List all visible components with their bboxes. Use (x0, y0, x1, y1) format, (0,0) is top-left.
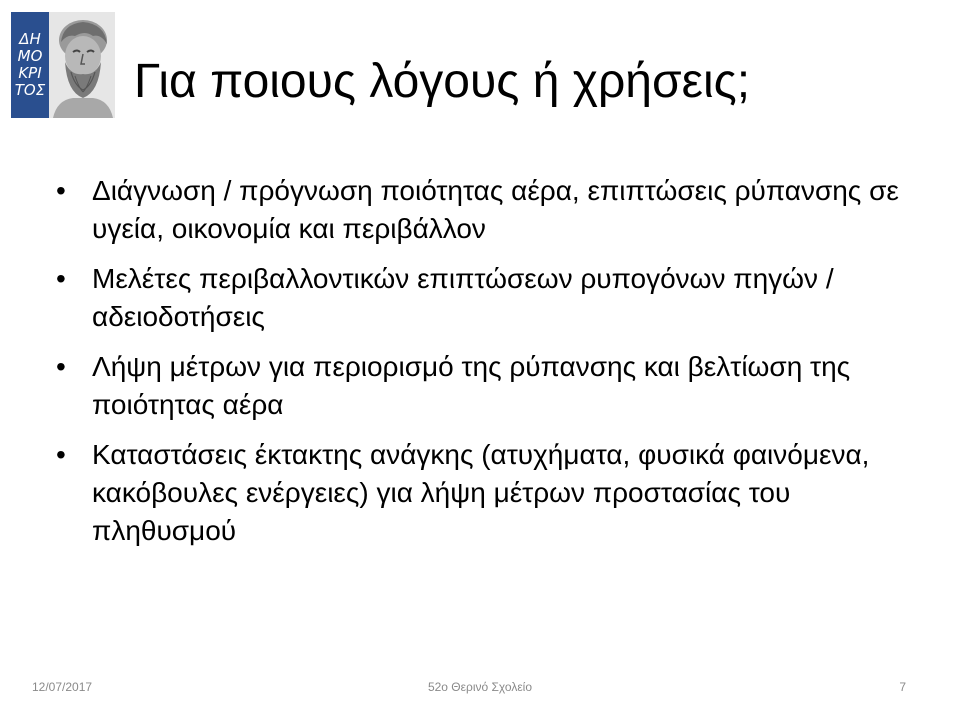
democritus-logo (11, 12, 115, 118)
slide-title: Για ποιους λόγους ή χρήσεις; (134, 55, 751, 108)
logo-text-panel (11, 12, 49, 118)
bullet-marker: • (56, 351, 66, 382)
bust-image (49, 12, 115, 118)
bullet-item (48, 348, 918, 424)
bullet-text: Μελέτες περιβαλλοντικών επιπτώσεων ρυπογόνων πηγών / αδειοδοτήσεις (92, 263, 834, 332)
bullet-marker: • (56, 439, 66, 470)
bullet-text: Λήψη μέτρων για περιορισμό της ρύπανσης και βελτίωση της ποιότητας αέρα (92, 351, 851, 420)
footer-page-number: 7 (899, 680, 906, 694)
bullet-item (48, 260, 918, 336)
bust-illustration (49, 12, 115, 118)
bullet-text: Διάγνωση / πρόγνωση ποιότητας αέρα, επιπτώσεις ρύπανσης σε υγεία, οικονομία και περιβάλλον (92, 175, 899, 244)
bullet-text: Καταστάσεις έκτακτης ανάγκης (ατυχήματα, φυσικά φαινόμενα, κακόβουλες ενέργειες) για λήψη μέτρων προστασίας του πληθυσμού (92, 439, 870, 546)
bullet-list (48, 172, 918, 562)
bullet-marker: • (56, 175, 66, 206)
footer-date: 12/07/2017 (32, 680, 93, 694)
logo-lettering: ΔΗ ΜΟ ΚΡΙ ΤΟΣ (14, 30, 46, 99)
bullet-marker: • (56, 263, 66, 294)
bullet-item (48, 436, 918, 550)
footer-event: 52ο Θερινό Σχολείο (427, 680, 533, 694)
bullet-item (48, 172, 918, 248)
